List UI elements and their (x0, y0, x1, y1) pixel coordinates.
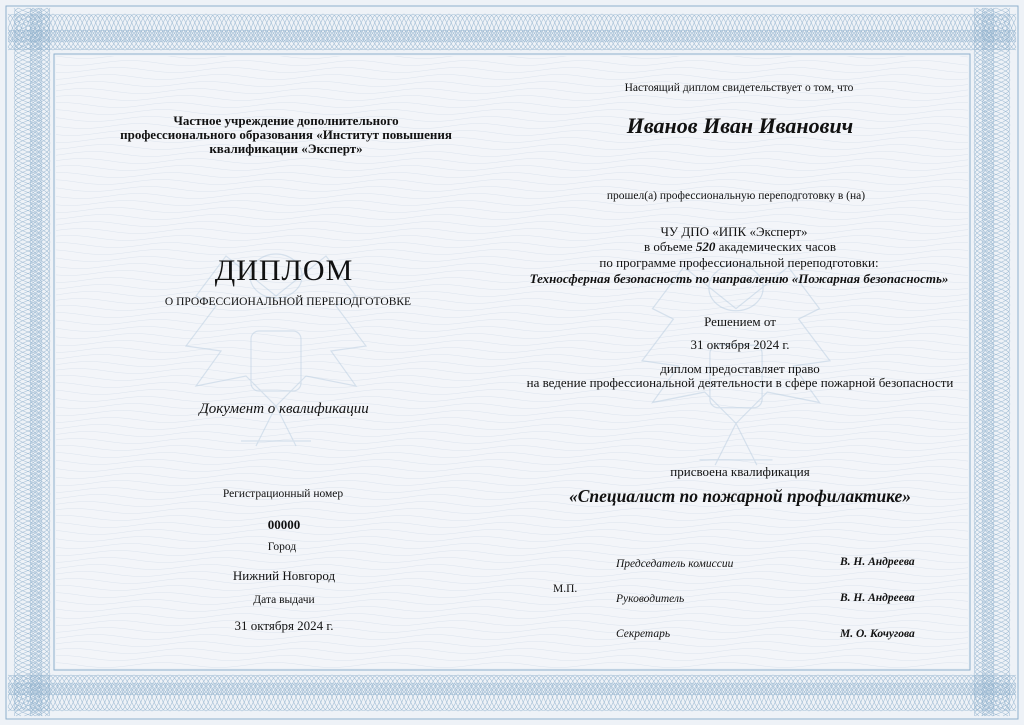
guilloche-line (56, 642, 968, 647)
guilloche-line (56, 222, 968, 227)
passed-text: прошел(а) профессиональную переподготовку в (на) (606, 190, 866, 202)
guilloche-line (56, 572, 968, 577)
guilloche-line (56, 600, 968, 605)
decision-date: 31 октября 2024 г. (690, 337, 790, 352)
guilloche-line (56, 635, 968, 640)
institution-name (120, 114, 452, 156)
guilloche-line (56, 103, 968, 108)
right-label: диплом предоставляет право (660, 361, 820, 376)
hours-suffix: академических часов (718, 239, 837, 254)
guilloche-line (56, 215, 968, 220)
signature-role-chairman: Председатель комиссии (616, 558, 734, 570)
guilloche-line (56, 68, 968, 73)
institution-line-2: профессионального образования «Институт повышения (120, 127, 452, 142)
guilloche-line (56, 663, 968, 668)
reg-number-label: Регистрационный номер (222, 488, 344, 500)
document-type: Документ о квалификации (199, 401, 369, 417)
guilloche-line (56, 621, 968, 626)
guilloche-line (56, 96, 968, 101)
qualification-name: «Специалист по пожарной профилактике» (568, 486, 912, 506)
guilloche-line (56, 530, 968, 535)
diploma-inner-field (56, 56, 968, 668)
guilloche-line (56, 586, 968, 591)
signature-name-secretary: М. О. Кочугова (840, 628, 915, 640)
guilloche-line (56, 579, 968, 584)
guilloche-line (56, 229, 968, 234)
decision-label: Решением от (704, 314, 776, 329)
guilloche-line (56, 523, 968, 528)
intro-text: Настоящий диплом свидетельствует о том, что (624, 82, 854, 94)
guilloche-line (56, 551, 968, 556)
hours-value: 520 (695, 239, 716, 254)
hours-line (644, 239, 836, 255)
signature-role-director: Руководитель (616, 593, 685, 605)
guilloche-line (56, 628, 968, 633)
guilloche-line (56, 75, 968, 80)
signature-role-secretary: Секретарь (616, 628, 671, 640)
org-short: ЧУ ДПО «ИПК «Эксперт» (660, 224, 808, 239)
guilloche-line (56, 61, 968, 66)
city-label: Город (267, 541, 297, 553)
city: Нижний Новгород (232, 568, 336, 583)
guilloche-line (56, 607, 968, 612)
guilloche-line (56, 180, 968, 185)
qualification-label: присвоена квалификация (670, 464, 810, 479)
guilloche-line (56, 544, 968, 549)
guilloche-line (56, 558, 968, 563)
program-name: Техносферная безопасность по направлению «Пожарная безопасность» (529, 271, 949, 286)
issue-date-label: Дата выдачи (253, 594, 315, 606)
guilloche-line (56, 593, 968, 598)
signature-name-chairman: В. Н. Андреева (840, 556, 915, 568)
issue-date: 31 октября 2024 г. (234, 618, 334, 633)
right-text: на ведение профессиональной деятельности в сфере пожарной безопасности (526, 375, 954, 390)
reg-number: 00000 (267, 517, 301, 532)
guilloche-line (56, 537, 968, 542)
guilloche-line (56, 649, 968, 654)
guilloche-line (56, 173, 968, 178)
institution-line-3: квалификации «Эксперт» (209, 141, 363, 156)
guilloche-line (56, 656, 968, 661)
guilloche-line (56, 159, 968, 164)
hours-prefix: в объеме (643, 239, 693, 254)
guilloche-line (56, 509, 968, 514)
guilloche-line (56, 614, 968, 619)
diploma-title: ДИПЛОМ (214, 254, 354, 287)
guilloche-line (56, 56, 968, 59)
guilloche-line (56, 516, 968, 521)
holder-name: Иванов Иван Иванович (626, 113, 854, 138)
guilloche-line (56, 166, 968, 171)
stamp-placeholder: М.П. (553, 583, 578, 595)
program-label: по программе профессиональной переподготовки: (599, 255, 879, 270)
guilloche-line (56, 565, 968, 570)
guilloche-line (56, 208, 968, 213)
signature-name-director: В. Н. Андреева (840, 592, 915, 604)
institution-line-1: Частное учреждение дополнительного (173, 113, 399, 128)
diploma-subtitle: О ПРОФЕССИОНАЛЬНОЙ ПЕРЕПОДГОТОВКЕ (164, 296, 412, 308)
